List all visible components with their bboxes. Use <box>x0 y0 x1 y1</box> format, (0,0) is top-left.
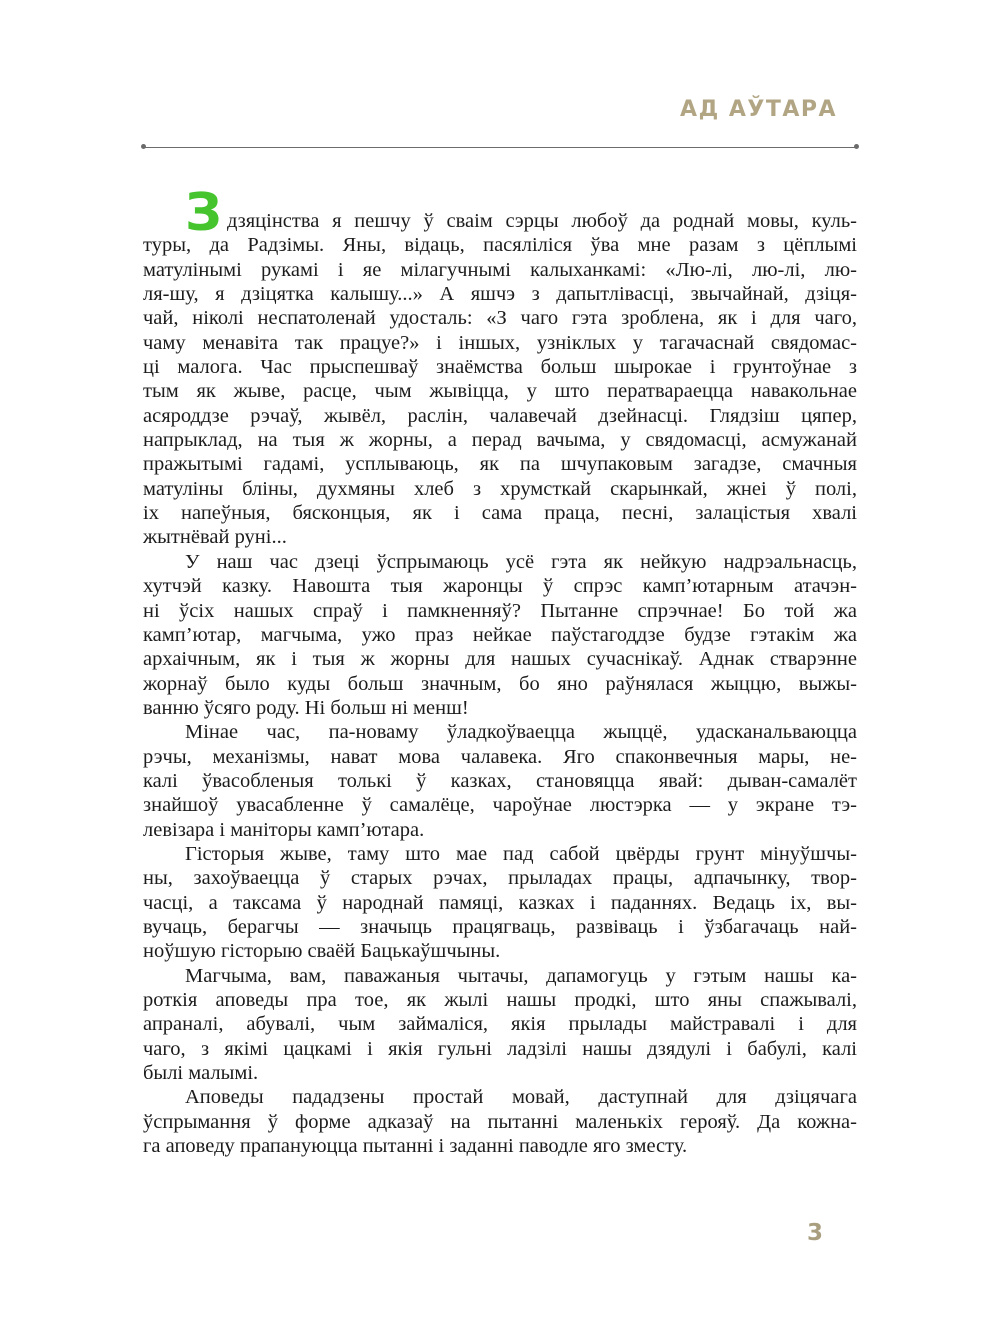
text-line: знайшоў увасабленне ў самалёце, чароўнае люстэрка — у экране тэ- <box>143 794 857 817</box>
drop-cap-letter: З <box>185 183 222 243</box>
text-line: рэчы, механізмы, нават мова чалавека. Яго спаконвечныя мары, не- <box>143 745 857 768</box>
text-line: чаго, з якімі цацкамі і якія гульні ладзілі нашы дзядулі і бабулі, калі <box>143 1037 857 1060</box>
text-line: апраналі, абувалі, чым займаліся, якія прылады майстравалі і для <box>143 1013 857 1036</box>
text-line: ці малога. Час прыспешваў знаёмства больш шырокае і грунтоўнае з <box>143 356 857 379</box>
text-line: роткія аповеды пра тое, як жылі нашы продкі, што яны спажывалі, <box>143 989 857 1011</box>
text-line: Аповеды пададзены простай мовай, даступнай для дзіцячага <box>185 1086 857 1109</box>
text-line: ноўшую гісторыю сваёй Бацькаўшчыны. <box>143 940 501 963</box>
divider-dot-right <box>854 144 859 149</box>
text-line: камп’ютар, магчыма, ужо праз нейкае паўстагоддзе будзе гэтакім жа <box>143 623 857 646</box>
text-line: былі малымі. <box>143 1062 259 1085</box>
text-line: архаічным, як і тыя ж жорны для нашых сучаснікаў. Аднак стварэнне <box>143 648 857 671</box>
text-line: Здзяцінства я пешчу ў сваім сэрцы любоў да роднай мовы, куль- <box>185 183 857 243</box>
text-line: ванню ўсяго роду. Ні больш ні менш! <box>143 696 469 719</box>
text-line: Магчыма, вам, паважаныя чытачы, дапамогуць у гэтым нашы ка- <box>185 964 857 987</box>
text-line: іх напеўныя, бясконцыя, як і сама праца, песні, залацістыя хвалі <box>143 502 857 525</box>
text-line: напрыклад, на тыя ж жорны, а перад вачыма, у свядомасці, асмужанай <box>143 429 857 452</box>
text-line: калі ўвасобленыя толькі ў казках, становяцца явай: дыван-самалёт <box>143 769 857 792</box>
text-line: ны, захоўваецца ў старых рэчах, прыладах працы, адпачынку, твор- <box>143 867 857 890</box>
text-line: ўспрымання ў форме адказаў на пытанні маленькіх герояў. Да кожна- <box>143 1110 857 1133</box>
text-line: асяроддзе рэчаў, жывёл, раслін, чалавечай дзейнасці. Глядзіш цяпер, <box>143 404 857 427</box>
text-line: жорнаў было куды больш значным, бо яно раўнялася жыццю, выжы- <box>143 672 857 695</box>
text-line: матуліны бліны, духмяны хлеб з хрумсткай скарынкай, жнеі ў полі, <box>143 477 857 500</box>
body-text <box>143 183 857 1158</box>
text-line: жытнёвай руні... <box>143 526 287 549</box>
chapter-header: АД АЎТАРА <box>680 97 837 122</box>
text-line: ля-шу, я дзіцятка калышу...» А яшчэ з дапытлівасці, звычайнай, дзіця- <box>143 283 857 306</box>
text-line: Гісторыя жыве, таму што мае пад сабой цвёрды грунт мінуўшчы- <box>185 842 857 865</box>
text-line: левізара і маніторы камп’ютара. <box>143 818 425 841</box>
text-line: туры, да Радзімы. Яны, відаць, пасяліліся ўва мне разам з цёплымі <box>143 234 857 257</box>
text-line: чаму менавіта так працуе?» і іншых, узніклых у тагачаснай свядомас- <box>143 331 857 354</box>
text-line: хутчэй казку. Навошта тыя жаронцы ў спрэс камп’ютарным атачэн- <box>143 575 857 598</box>
text-line: чай, ніколі неспатоленай удосталь: «З чаго гэта зроблена, як і для чаго, <box>143 307 857 330</box>
text-line: вучаць, берагчы — значыць працягваць, развіваць і ўзбагачаць най- <box>143 915 857 938</box>
text-line: тым як жыве, расце, чым жывіцца, у што ператвараецца навакольнае <box>143 380 857 403</box>
header-divider <box>143 147 857 148</box>
text-line: пражытымі гадамі, усплываюць, як па шчупаковым загадзе, смачныя <box>143 453 857 476</box>
divider-dot-left <box>141 144 146 149</box>
page-number: 3 <box>806 1220 823 1246</box>
text-line: У наш час дзеці ўспрымаюць усё гэта як нейкую надрэальнасць, <box>185 550 857 573</box>
text-line: матулінымі рукамі і яе мілагучнымі калыханкамі: «Лю-лі, лю-лі, лю- <box>143 258 857 281</box>
text-line: га аповеду прапануюцца пытанні і заданні паводле яго зместу. <box>143 1135 688 1158</box>
text-line: часці, а таксама ў народнай памяці, казках і паданнях. Ведаць іх, вы- <box>143 891 857 914</box>
text-line: ні ўсіх нашых спраў і памкненняў? Пытанне спрэчнае! Бо той жа <box>143 599 857 622</box>
text-line: Мінае час, па-новаму ўладкоўваецца жыццё, удасканальваюцца <box>185 721 857 744</box>
